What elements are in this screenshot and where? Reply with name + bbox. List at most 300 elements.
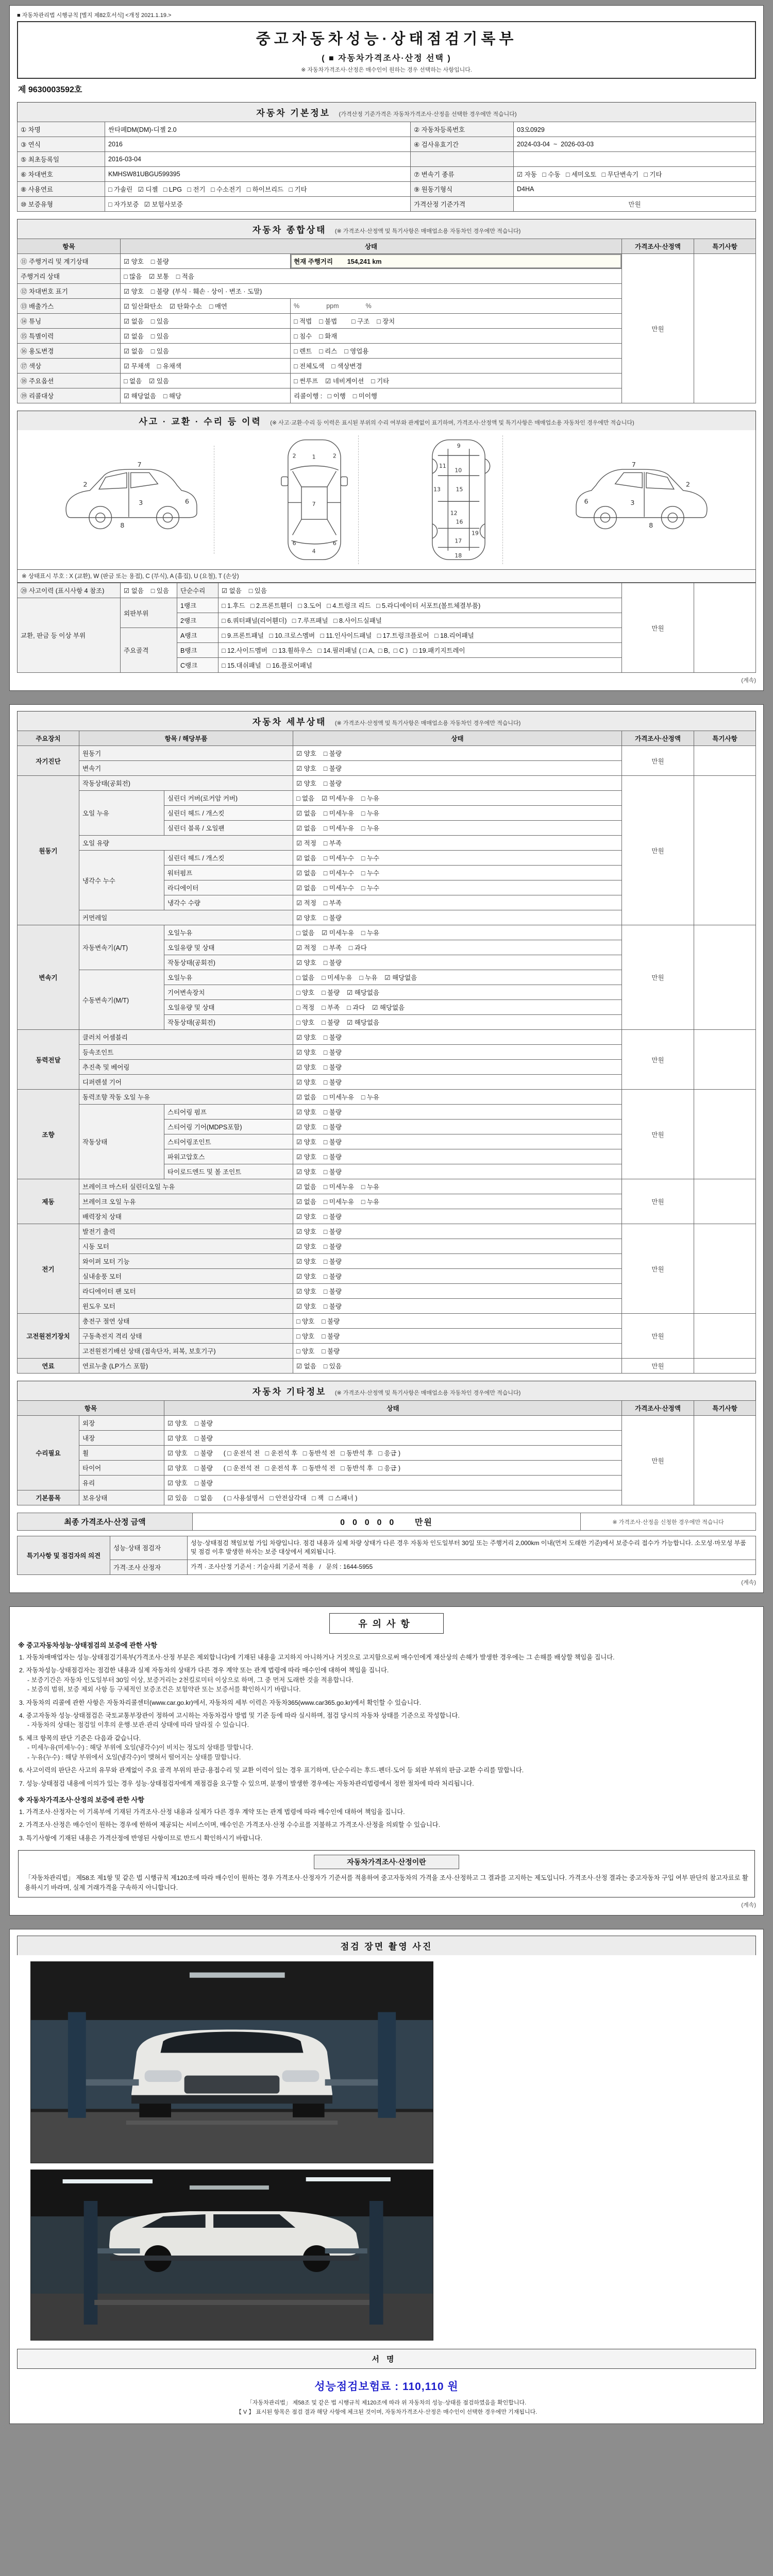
section-title-misc: 자동차 기타정보 — [252, 1387, 327, 1397]
svg-text:7: 7 — [137, 461, 142, 469]
notice-item — [19, 1734, 754, 1762]
price-assessment-info-box — [18, 1850, 755, 1897]
cell: □ 적법 □ 불법 □ 구조 □ 장치 — [291, 314, 622, 329]
notice-item — [19, 1698, 754, 1707]
notice-subline: - 미세누유(미세누수) : 해당 부위에 오일(냉각수)이 비치는 정도의 상태를 말합니다. — [27, 1744, 254, 1752]
cell — [694, 1224, 756, 1314]
cell: ☑ 없음 □ 미세누수 □ 누수 — [293, 851, 622, 866]
table-row — [18, 1179, 756, 1194]
cell: 원동기 — [18, 776, 79, 925]
cell: 항목 — [18, 1401, 164, 1416]
cell: ⑦ 변속기 종류 — [411, 167, 514, 182]
inspection-insurance-fee: 성능점검보험료 : 110,110 원 — [314, 2381, 459, 2393]
cell — [694, 1179, 756, 1224]
cell: 커먼레일 — [79, 910, 293, 925]
cell: 만원 — [622, 746, 694, 776]
cell: 오일 누유 — [79, 791, 164, 836]
cell: 상태 — [164, 1401, 622, 1416]
cell: ☑ 없음 □ 미세누유 □ 누유 — [293, 1090, 622, 1105]
detail-condition-table — [17, 731, 756, 1374]
cell: ☑ 양호 □ 불량 — [293, 1030, 622, 1045]
svg-text:17: 17 — [455, 537, 462, 545]
cell: □ 양호 □ 불량 — [293, 1314, 622, 1329]
cell: □ 전체도색 □ 색상변경 — [291, 359, 622, 374]
misc-info-table — [17, 1400, 756, 1505]
cell: 내장 — [79, 1431, 164, 1446]
section-title-photos: 점검 장면 촬영 사진 — [340, 1942, 433, 1952]
notice-line: 2. 가격조사·산정은 매수인이 원하는 경우에 한하여 제공되는 서비스이며, 매수인은 가격조사·산정 수수료를 지불하고 가격조사·산정을 의뢰할 수 있습니다. — [19, 1821, 441, 1829]
cell: ☑ 적정 □ 부족 — [293, 836, 622, 851]
cell: ☑ 없음 □ 있음 — [293, 1359, 622, 1374]
cell: ☑ 없음 □ 있음 — [121, 583, 177, 598]
cell: ☑ 양호 □ 불량 — [293, 1299, 622, 1314]
cell: 브레이크 마스터 실린더오일 누유 — [79, 1179, 293, 1194]
damage-code-legend: ※ 상태표시 부호 : X (교환), W (판금 또는 용접), C (부식), A (흠집), U (요철), T (손상) — [17, 570, 756, 583]
cell: 기어변속장치 — [164, 985, 293, 1000]
cell: 원동기 — [79, 746, 293, 761]
cell: 제동 — [18, 1179, 79, 1224]
cell: ☑ 일산화탄소 ☑ 탄화수소 □ 매연 — [121, 299, 291, 314]
cell: 가격 · 조사산정 기준서 : 기술사회 기준서 적용 / 문의 : 1644-5955 — [188, 1560, 756, 1574]
cell: ☑ 양호 □ 불량 — [293, 1120, 622, 1134]
inspection-photo-2 — [30, 2170, 433, 2341]
section-note-misc: (※ 가격조사·산정액 및 특기사항은 매매업소용 자동차인 경우에만 적습니다) — [334, 1390, 521, 1396]
cell: ⑧ 사용연료 — [18, 182, 105, 197]
cell: □ 15.대쉬패널 □ 16.플로어패널 — [219, 658, 622, 673]
notice-subline: - 자동차의 상태는 점검일 이후의 운행·보관·관리 상태에 따라 달라질 수 있습니다. — [27, 1721, 249, 1729]
cell: 만원 — [622, 1416, 694, 1505]
cell: 만원 — [622, 776, 694, 925]
cell: ※ 가격조사·산정을 신청한 경우에만 적습니다 — [581, 1513, 756, 1531]
cell: ⑮ 특별이력 — [18, 329, 121, 344]
table-row — [18, 1416, 756, 1431]
svg-text:15: 15 — [456, 486, 463, 493]
table-row — [18, 731, 756, 746]
table-row — [18, 1090, 756, 1105]
cell: □ 없음 ☑ 미세누유 □ 누유 — [293, 791, 622, 806]
svg-text:6: 6 — [184, 498, 189, 506]
cell: □ 12.사이드멤버 □ 13.휠하우스 □ 14.필러패널 ( □ A, □ B, □ C ) □ 19.패키지트레이 — [219, 643, 622, 658]
section-header-basic — [17, 102, 756, 122]
notice-item — [19, 1711, 754, 1730]
title-box — [17, 21, 756, 79]
cell: ☑ 양호 □ 불량 — [293, 910, 622, 925]
table-row — [18, 776, 756, 791]
cell: ⑲ 리콜대상 — [18, 388, 121, 403]
cell: ☑ 양호 □ 불량 — [293, 776, 622, 791]
continued-marker: (계속) — [741, 1579, 756, 1586]
cell: 03오0929 — [514, 122, 756, 137]
section-header-detail — [17, 711, 756, 731]
section-note-overall: (※ 가격조사·산정액 및 특기사항은 매매업소용 자동차인 경우에만 적습니다) — [334, 228, 521, 234]
panel-photos-signature — [9, 1929, 764, 2424]
cell: 2016 — [105, 137, 411, 152]
notice-line: 1. 자동차매매업자는 성능·상태점검기록부(가격조사·산정 부분은 제외합니다)에 기재된 내용을 고지하지 아니하거나 거짓으로 고지함으로써 매수인에게 재산상의 손해가 발생한 경우에는 그 손해를 배상할 책임을 집니다. — [19, 1653, 615, 1661]
cell: 리콜이행 : □ 이행 □ 미이행 — [291, 388, 622, 403]
cell: ⑯ 용도변경 — [18, 344, 121, 359]
svg-text:12: 12 — [450, 510, 458, 517]
cell: 유리 — [79, 1476, 164, 1490]
cell: 구동축전지 격리 상태 — [79, 1329, 293, 1344]
notice-subline: - 보증의 범위, 보증 제외 사항 등 구체적인 보증조건은 보험약관 또는 보증서를 확인하시기 바랍니다. — [27, 1686, 301, 1693]
svg-text:18: 18 — [455, 552, 462, 559]
cell: □ 양호 □ 불량 — [293, 1344, 622, 1359]
cell: □ 9.프론트패널 □ 10.크로스멤버 □ 11.인사이드패널 □ 17.트렁크플로어 □ 18.리어패널 — [219, 628, 622, 643]
cell: 작동상태(공회전) — [164, 955, 293, 970]
cell: ☑ 양호 □ 불량 — [293, 1269, 622, 1284]
cell: 특기사항 — [694, 1401, 756, 1416]
cell: ☑ 양호 □ 불량 — [293, 1060, 622, 1075]
cell — [694, 746, 756, 776]
cell: 수동변속기(M/T) — [79, 970, 164, 1030]
cell: 보유상태 — [79, 1490, 164, 1505]
table-row — [18, 1401, 756, 1416]
cell: 디퍼렌셜 기어 — [79, 1075, 293, 1090]
accident-history-table — [17, 583, 756, 673]
cell: ☑ 없음 □ 있음 — [121, 329, 291, 344]
cell: ⑪ 주행거리 및 계기상태 — [18, 254, 121, 269]
svg-text:2: 2 — [292, 452, 296, 460]
cell: ☑ 없음 □ 있음 — [219, 583, 622, 598]
section-note-basic: (가격산정 기준가격은 자동차가격조사·산정을 선택한 경우에만 적습니다) — [339, 111, 517, 117]
table-row — [18, 746, 756, 761]
cell: ① 차명 — [18, 122, 105, 137]
photo-area — [30, 1961, 756, 2341]
cell: 작동상태(공회전) — [79, 776, 293, 791]
section-title-overall: 자동차 종합상태 — [252, 225, 327, 235]
svg-text:6: 6 — [332, 540, 337, 547]
cell: □ 썬루프 ☑ 네비게이션 □ 기타 — [291, 374, 622, 388]
cell: ☑ 없음 □ 미세누수 □ 누수 — [293, 866, 622, 880]
cell: ☑ 적정 □ 부족 — [293, 895, 622, 910]
inspector-opinion-table — [17, 1536, 756, 1575]
cell: 동력전달 — [18, 1030, 79, 1090]
svg-text:10: 10 — [455, 467, 462, 474]
cell: ⑭ 튜닝 — [18, 314, 121, 329]
notice-section2-title: ※ 자동차가격조사·산정의 보증에 관한 사항 — [18, 1796, 144, 1804]
svg-text:16: 16 — [456, 518, 463, 526]
form-reference: ■ 자동차관리법 시행규칙 [별지 제82호서식] <개정 2021.1.19.> — [17, 12, 172, 19]
cell: 오일 유량 — [79, 836, 293, 851]
cell: ☑ 해당없음 □ 해당 — [121, 388, 291, 403]
cell: KMHSW81UBGU599395 — [105, 167, 411, 182]
table-row — [18, 1536, 756, 1560]
cell: ☑ 적정 □ 부족 □ 과다 — [293, 940, 622, 955]
cell: 성능·상태 점검자 — [110, 1536, 188, 1560]
section-header-misc — [17, 1381, 756, 1400]
cell: 등속조인트 — [79, 1045, 293, 1060]
cell: C랭크 — [177, 658, 219, 673]
cell: 실린더 커버(로커암 커버) — [164, 791, 293, 806]
cell: ☑ 양호 □ 불량 — [293, 1105, 622, 1120]
cell: A랭크 — [177, 628, 219, 643]
table-row — [18, 1314, 756, 1329]
cell: 워터펌프 — [164, 866, 293, 880]
cell: ☑ 양호 □ 불량 ( □ 운전석 전 □ 운전석 후 □ 동반석 전 □ 동반석 후 □ 응급 ) — [164, 1446, 622, 1461]
footer-note-2: 【 V 】 표시된 항목은 점검 결과 해당 사항에 체크된 것이며, 자동차가격조사·산정은 매수인이 선택한 경우에만 기재됩니다. — [236, 2409, 537, 2416]
table-row — [18, 1560, 756, 1574]
cell: ③ 연식 — [18, 137, 105, 152]
cell: ☑ 없음 □ 미세누유 □ 누유 — [293, 1194, 622, 1209]
cell: 추진축 및 베어링 — [79, 1060, 293, 1075]
cell: ☑ 양호 □ 불량 — [293, 746, 622, 761]
cell: 항목 — [18, 239, 121, 254]
cell: 0 0 0 0 0 만원 — [193, 1513, 581, 1531]
cell: 기본품목 — [18, 1490, 79, 1505]
cell: 2016-03-04 — [105, 152, 411, 167]
cell: 연료누출 (LP가스 포함) — [79, 1359, 293, 1374]
cell: 작동상태 — [79, 1105, 164, 1179]
svg-text:13: 13 — [433, 486, 441, 493]
cell: 발전기 출력 — [79, 1224, 293, 1239]
table-row — [18, 583, 756, 598]
svg-text:6: 6 — [584, 498, 589, 506]
table-row — [18, 1359, 756, 1374]
cell: 만원 — [622, 1224, 694, 1314]
cell: ☑ 양호 □ 불량 — [293, 1164, 622, 1179]
cell: ⑱ 주요옵션 — [18, 374, 121, 388]
document-number: 제 9630003592호 — [18, 86, 82, 94]
cell: ⑳ 사고이력 (표시사항 4 참조) — [18, 583, 121, 598]
cell: ☑ 양호 □ 불량 — [293, 1284, 622, 1299]
cell: ☑ 양호 □ 불량 — [293, 1075, 622, 1090]
cell: 만원 — [622, 1179, 694, 1224]
cell: 와이퍼 모터 기능 — [79, 1254, 293, 1269]
svg-text:19: 19 — [472, 530, 479, 537]
panel-notices — [9, 1606, 764, 1916]
cell: ☑ 양호 □ 불량 — [293, 761, 622, 776]
table-row — [18, 1513, 756, 1531]
cell: 상태 — [293, 731, 622, 746]
garage-front-photo — [31, 1962, 433, 2163]
cell: 만원 — [622, 1090, 694, 1179]
cell: D4HA — [514, 182, 756, 197]
cell: □ 적정 □ 부족 □ 과다 ☑ 해당없음 — [293, 1000, 622, 1015]
cell: 스티어링 펌프 — [164, 1105, 293, 1120]
car-diagram-top-view — [271, 435, 359, 564]
cell: ⑫ 차대번호 표기 — [18, 284, 121, 299]
cell: ⑩ 보증유형 — [18, 197, 105, 212]
cell: □ 없음 ☑ 있음 — [121, 374, 291, 388]
cell: 가격·조사 산정자 — [110, 1560, 188, 1574]
cell: 실린더 헤드 / 개스킷 — [164, 806, 293, 821]
cell: 교환, 판금 등 이상 부위 — [18, 598, 121, 673]
cell: 브레이크 오일 누유 — [79, 1194, 293, 1209]
cell — [694, 1030, 756, 1090]
cell: 변속기 — [79, 761, 293, 776]
svg-text:11: 11 — [439, 463, 446, 470]
cell: □ 가솔린 ☑ 디젤 □ LPG □ 전기 □ 수소전기 □ 하이브리드 □ 기타 — [105, 182, 411, 197]
svg-text:6: 6 — [292, 540, 296, 547]
cell — [694, 776, 756, 925]
svg-text:2: 2 — [83, 481, 88, 489]
notice-section1-list — [19, 1653, 754, 1788]
cell: 2024-03-04 ~ 2026-03-03 — [514, 137, 756, 152]
notice-line: 2. 자동차성능·상태점검자는 점검한 내용과 실제 자동차의 상태가 다른 경우 계약 또는 관계 법령에 따라 매수인에 대하여 책임을 집니다. — [19, 1667, 389, 1674]
cell: 자기진단 — [18, 746, 79, 776]
price-assessment-info-body: 「자동차관리법」 제58조 제1항 및 같은 법 시행규칙 제120조에 따라 매수인이 원하는 경우 가격조사·산정자가 기준서를 적용하여 중고자동차의 가격을 조사·산정하고 그 결과를 고지하는 제도입니다. 가격조사·산정 결과는 중고자동차 구입 여부 판단의 참고자료로 활용하시기 바라며, 실제 거래가격을 구속하지 아니합니다. — [25, 1874, 748, 1892]
notice-line: 3. 특기사항에 기재된 내용은 가격산정에 반영된 사항이므로 반드시 확인하시기 바랍니다. — [19, 1834, 263, 1842]
cell: 스티어링조인트 — [164, 1134, 293, 1149]
cell: 연료 — [18, 1359, 79, 1374]
table-row — [18, 239, 756, 254]
notice-item — [19, 1779, 754, 1788]
cell: % ppm % — [291, 299, 622, 314]
cell: 주요골격 — [121, 628, 177, 673]
cell: ☑ 양호 □ 불량 — [293, 955, 622, 970]
cell: ☑ 있음 □ 없음 ( □ 사용설명서 □ 안전삼각대 □ 잭 □ 스패너 ) — [164, 1490, 622, 1505]
cell: 작동상태(공회전) — [164, 1015, 293, 1030]
notice-section1-title: ※ 중고자동차성능·상태점검의 보증에 관한 사항 — [18, 1641, 158, 1649]
continued-marker: (계속) — [741, 1902, 756, 1909]
car-diagram-underbody — [415, 435, 503, 564]
cell: ⑤ 최초등록일 — [18, 152, 105, 167]
cell: 단순수리 — [177, 583, 219, 598]
cell — [694, 1314, 756, 1359]
cell: 조향 — [18, 1090, 79, 1179]
cell: ☑ 양호 □ 불량 — [293, 1134, 622, 1149]
cell: 최종 가격조사·산정 금액 — [18, 1513, 193, 1531]
cell: 자동변속기(A/T) — [79, 925, 164, 970]
table-row — [18, 122, 756, 137]
notice-line: 3. 자동차의 리콜에 관한 사항은 자동차리콜센터(www.car.go.kr)에서, 자동차의 세부 이력은 자동차365(www.car365.go.kr)에서 확인할 수 있습니다. — [19, 1699, 422, 1706]
cell: 타이어 — [79, 1461, 164, 1476]
cell: 만원 — [514, 197, 756, 212]
section-note-accident: (※ 사고·교환·수리 등 이력은 표시된 부위의 수리 여부와 관계없이 표기하며, 가격조사·산정액 및 특기사항은 매매업소용 자동차인 경우에만 적습니다) — [270, 420, 634, 426]
cell: 휠 — [79, 1446, 164, 1461]
cell: 오일누유 — [164, 970, 293, 985]
table-row — [18, 152, 756, 167]
section-header-photos — [17, 1936, 756, 1955]
cell: 가격조사·산정액 — [622, 731, 694, 746]
cell: 실린더 헤드 / 개스킷 — [164, 851, 293, 866]
car-diagram-left-side — [49, 446, 214, 554]
cell: 타이로드엔드 및 볼 조인트 — [164, 1164, 293, 1179]
cell: ☑ 양호 □ 불량 — [164, 1416, 622, 1431]
cell: 배력장치 상태 — [79, 1209, 293, 1224]
table-row — [18, 167, 756, 182]
cell: □ 많음 ☑ 보통 □ 적음 — [121, 269, 622, 284]
cell: 시동 모터 — [79, 1239, 293, 1254]
final-price-table — [17, 1513, 756, 1531]
cell: 동력조향 작동 오일 누유 — [79, 1090, 293, 1105]
notice-subline: - 보증기간은 자동차 인도일부터 30일 이상, 보증거리는 2천킬로미터 이상으로 하며, 그 중 먼저 도래한 것을 적용합니다. — [27, 1676, 354, 1684]
cell: 상태 — [121, 239, 622, 254]
cell: ⑬ 배출가스 — [18, 299, 121, 314]
cell: 주행거리 상태 — [18, 269, 121, 284]
footer-note-1: 「자동차관리법」 제58조 및 같은 법 시행규칙 제120조에 따라 위 자동차의 성능·상태를 점검하였음을 확인합니다. — [246, 2400, 527, 2406]
cell: 만원 — [622, 925, 694, 1030]
cell: 수리필요 — [18, 1416, 79, 1490]
document-title: 중고자동차성능·상태점검기록부 — [256, 31, 517, 47]
cell: 1랭크 — [177, 598, 219, 613]
cell: ☑ 양호 □ 불량 ( □ 운전석 전 □ 운전석 후 □ 동반석 전 □ 동반석 후 □ 응급 ) — [164, 1461, 622, 1476]
notice-item — [19, 1653, 754, 1662]
cell: ☑ 양호 □ 불량 — [164, 1431, 622, 1446]
cell: 외장 — [79, 1416, 164, 1431]
cell — [411, 152, 514, 167]
cell: 오일유량 및 상태 — [164, 1000, 293, 1015]
notice-item — [19, 1807, 754, 1817]
section-header-accident — [17, 411, 756, 430]
table-row — [18, 182, 756, 197]
cell: 주요장치 — [18, 731, 79, 746]
cell: ☑ 없음 □ 미세누유 □ 누유 — [293, 821, 622, 836]
cell: ☑ 없음 □ 있음 — [121, 314, 291, 329]
svg-text:3: 3 — [138, 499, 143, 507]
cell: 만원 — [622, 254, 694, 403]
cell — [694, 254, 756, 403]
cell: □ 양호 □ 불량 — [293, 1329, 622, 1344]
cell: 특기사항 — [694, 239, 756, 254]
cell: ☑ 양호 □ 불량 — [121, 254, 291, 269]
table-row — [18, 925, 756, 940]
cell: 라디에이터 팬 모터 — [79, 1284, 293, 1299]
cell: ⑥ 차대번호 — [18, 167, 105, 182]
cell: ☑ 양호 □ 불량 — [293, 1239, 622, 1254]
table-row — [18, 254, 756, 269]
continued-marker: (계속) — [741, 677, 756, 684]
cell: 만원 — [622, 583, 694, 673]
cell: □ 1.후드 □ 2.프론트휀더 □ 3.도어 □ 4.트렁크 리드 □ 5.라디에이터 서포트(볼트체결부품) — [219, 598, 622, 613]
cell: □ 양호 □ 불량 ☑ 해당없음 — [293, 1015, 622, 1030]
cell: 충전구 절연 상태 — [79, 1314, 293, 1329]
cell: 성능·상태점검 책임보험 가입 차량입니다. 점검 내용과 실제 차량 상태가 다른 경우 자동차 인도일부터 30일 또는 주행거리 2,000km 이내(먼저 도래한 기준)에서 보증수리 접수가 가능합니다. 소모성·마모성 부품 및 점검 이후 발생한 하자는 보증 대상에서 제외됩니다. — [188, 1536, 756, 1560]
notice-title: 유의사항 — [329, 1613, 444, 1634]
cell: □ 자가보증 ☑ 보험사보증 — [105, 197, 411, 212]
cell: 가격산정 기준가격 — [411, 197, 514, 212]
cell: ④ 검사유효기간 — [411, 137, 514, 152]
document-subtitle-note: ※ 자동차가격조사·산정은 매수인이 원하는 경우 선택하는 사항입니다. — [301, 67, 472, 73]
cell: 만원 — [622, 1314, 694, 1359]
section-title-accident: 사고 · 교환 · 수리 등 이력 — [139, 417, 262, 427]
svg-text:8: 8 — [649, 521, 653, 530]
cell: □ 6.쿼터패널(리어휀더) □ 7.루프패널 □ 8.사이드실패널 — [219, 613, 622, 628]
signature-bar: 서명 — [17, 2349, 756, 2369]
cell: 오일누유 — [164, 925, 293, 940]
notice-line: 5. 체크 항목의 판단 기준은 다음과 같습니다. — [19, 1734, 141, 1742]
cell: ☑ 양호 □ 불량 — [293, 1224, 622, 1239]
cell: 가격조사·산정액 — [622, 1401, 694, 1416]
price-assessment-info-title: 자동차가격조사·산정이란 — [314, 1855, 459, 1869]
notice-line: 7. 성능·상태점검 내용에 이의가 있는 경우 성능·상태점검자에게 재점검을 요구할 수 있으며, 분쟁이 발생한 경우에는 자동차관리법령에서 정한 절차에 따라 처리됩니다. — [19, 1780, 474, 1787]
cell: 가격조사·산정액 — [622, 239, 694, 254]
cell: 항목 / 해당부품 — [79, 731, 293, 746]
cell: 2랭크 — [177, 613, 219, 628]
cell: ☑ 양호 □ 불량 — [293, 1209, 622, 1224]
cell: ☑ 자동 □ 수동 □ 세미오토 □ 무단변속기 □ 기타 — [514, 167, 756, 182]
cell: 특기사항 — [694, 731, 756, 746]
cell: 오일유량 및 상태 — [164, 940, 293, 955]
cell — [694, 1359, 756, 1374]
svg-text:4: 4 — [312, 548, 316, 555]
cell: 파워고압호스 — [164, 1149, 293, 1164]
svg-text:8: 8 — [120, 521, 124, 530]
svg-text:2: 2 — [332, 452, 337, 460]
inspection-photo-1 — [30, 1961, 433, 2163]
cell: □ 없음 □ 미세누유 □ 누유 ☑ 해당없음 — [293, 970, 622, 985]
svg-text:9: 9 — [457, 442, 461, 449]
notice-item — [19, 1820, 754, 1829]
basic-info-table — [17, 122, 756, 212]
cell: ☑ 양호 □ 불량 (부식 · 훼손 · 상이 · 변조 · 도말) — [121, 284, 622, 299]
notice-item — [19, 1766, 754, 1775]
notice-section2-list — [19, 1807, 754, 1843]
svg-text:7: 7 — [632, 461, 636, 469]
cell: □ 렌트 □ 리스 □ 영업용 — [291, 344, 622, 359]
car-damage-diagrams — [17, 430, 756, 570]
svg-text:7: 7 — [312, 500, 316, 507]
